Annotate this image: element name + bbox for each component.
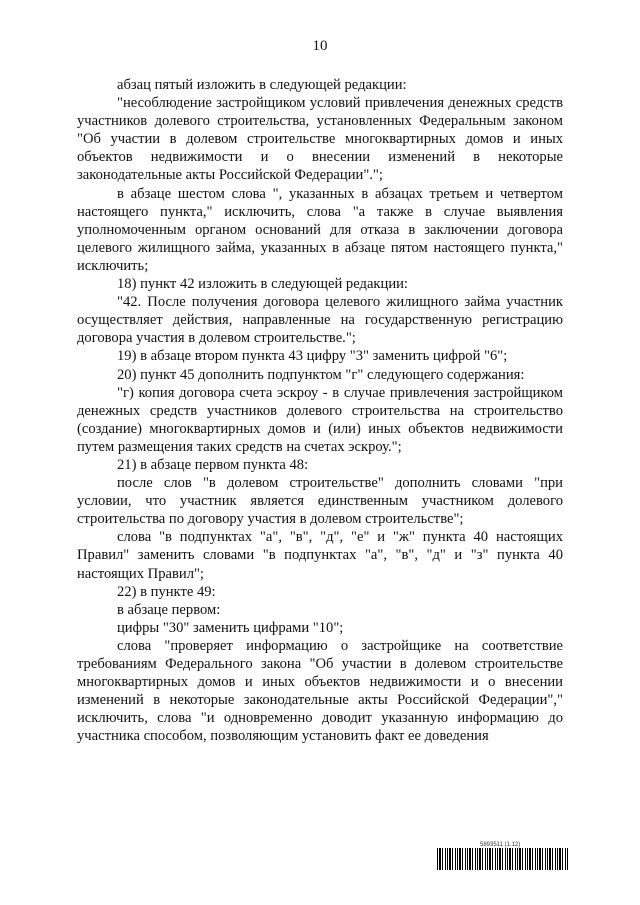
paragraph: в абзаце первом: xyxy=(117,601,221,618)
paragraph: 19) в абзаце втором пункта 43 цифру "3" заменить цифрой "6"; xyxy=(117,348,508,365)
document-body xyxy=(77,76,563,745)
paragraph: слова "проверяет информацию о застройщике на соответствие требованиям Федерального закона "Об участии в долевом строительстве многоквартирных домов и иных объектов недвижимости и о внесении изменений в некоторые законодательные акты Российской Федерации"," исключить, слова "и одновременно доводит указанную информацию до участника способом, позволяющим установить факт ее доведения xyxy=(77,637,563,745)
paragraph: абзац пятый изложить в следующей редакции: xyxy=(117,77,407,93)
paragraph: цифры "30" заменить цифрами "10"; xyxy=(117,619,344,636)
paragraph: в абзаце шестом слова ", указанных в абзацах третьем и четвертом настоящего пункта," исключить, слова "а также в случае выявления уполномоченным органом оснований для отказа в заключении договора целевого жилищного займа, указанных в абзаце пятом настоящего пункта," исключить; xyxy=(77,185,563,274)
page-number: 10 xyxy=(312,38,328,54)
paragraph: 21) в абзаце первом пункта 48: xyxy=(117,456,309,473)
paragraph: 18) пункт 42 изложить в следующей редакции: xyxy=(117,276,408,293)
paragraph: 20) пункт 45 дополнить подпунктом "г" следующего содержания: xyxy=(117,366,525,383)
paragraph: слова "в подпунктах "а", "в", "д", "е" и "ж" пункта 40 настоящих Правил" заменить словами "в подпунктах "а", "в", "д" и "з" пункта 40 настоящих Правил"; xyxy=(77,529,563,582)
paragraph: 22) в пункте 49: xyxy=(117,583,216,600)
paragraph: после слов "в долевом строительстве" дополнить словами "при условии, что участник является единственным участником долевого строительства по договору участия в долевом строительстве"; xyxy=(77,475,563,528)
paragraph: "42. После получения договора целевого жилищного займа участник осуществляет действия, направленные на государственную регистрацию договора участия в долевом строительстве."; xyxy=(77,294,563,347)
barcode xyxy=(437,848,569,870)
document-code: 5893511 (1.12) xyxy=(480,842,521,848)
paragraph: "г) копия договора счета эскроу - в случае привлечения застройщиком денежных средств участников долевого строительства на строительство (создание) многоквартирных домов и (или) иных объектов недвижимости путем размещения таких средств на счетах эскроу."; xyxy=(77,384,563,455)
paragraph: "несоблюдение застройщиком условий привлечения денежных средств участников долевого строительства, установленных Федеральным законом "Об участии в долевом строительстве многоквартирных домов и иных объектов недвижимости и о внесении изменений в некоторые законодательные акты Российской Федерации"."; xyxy=(77,95,563,184)
